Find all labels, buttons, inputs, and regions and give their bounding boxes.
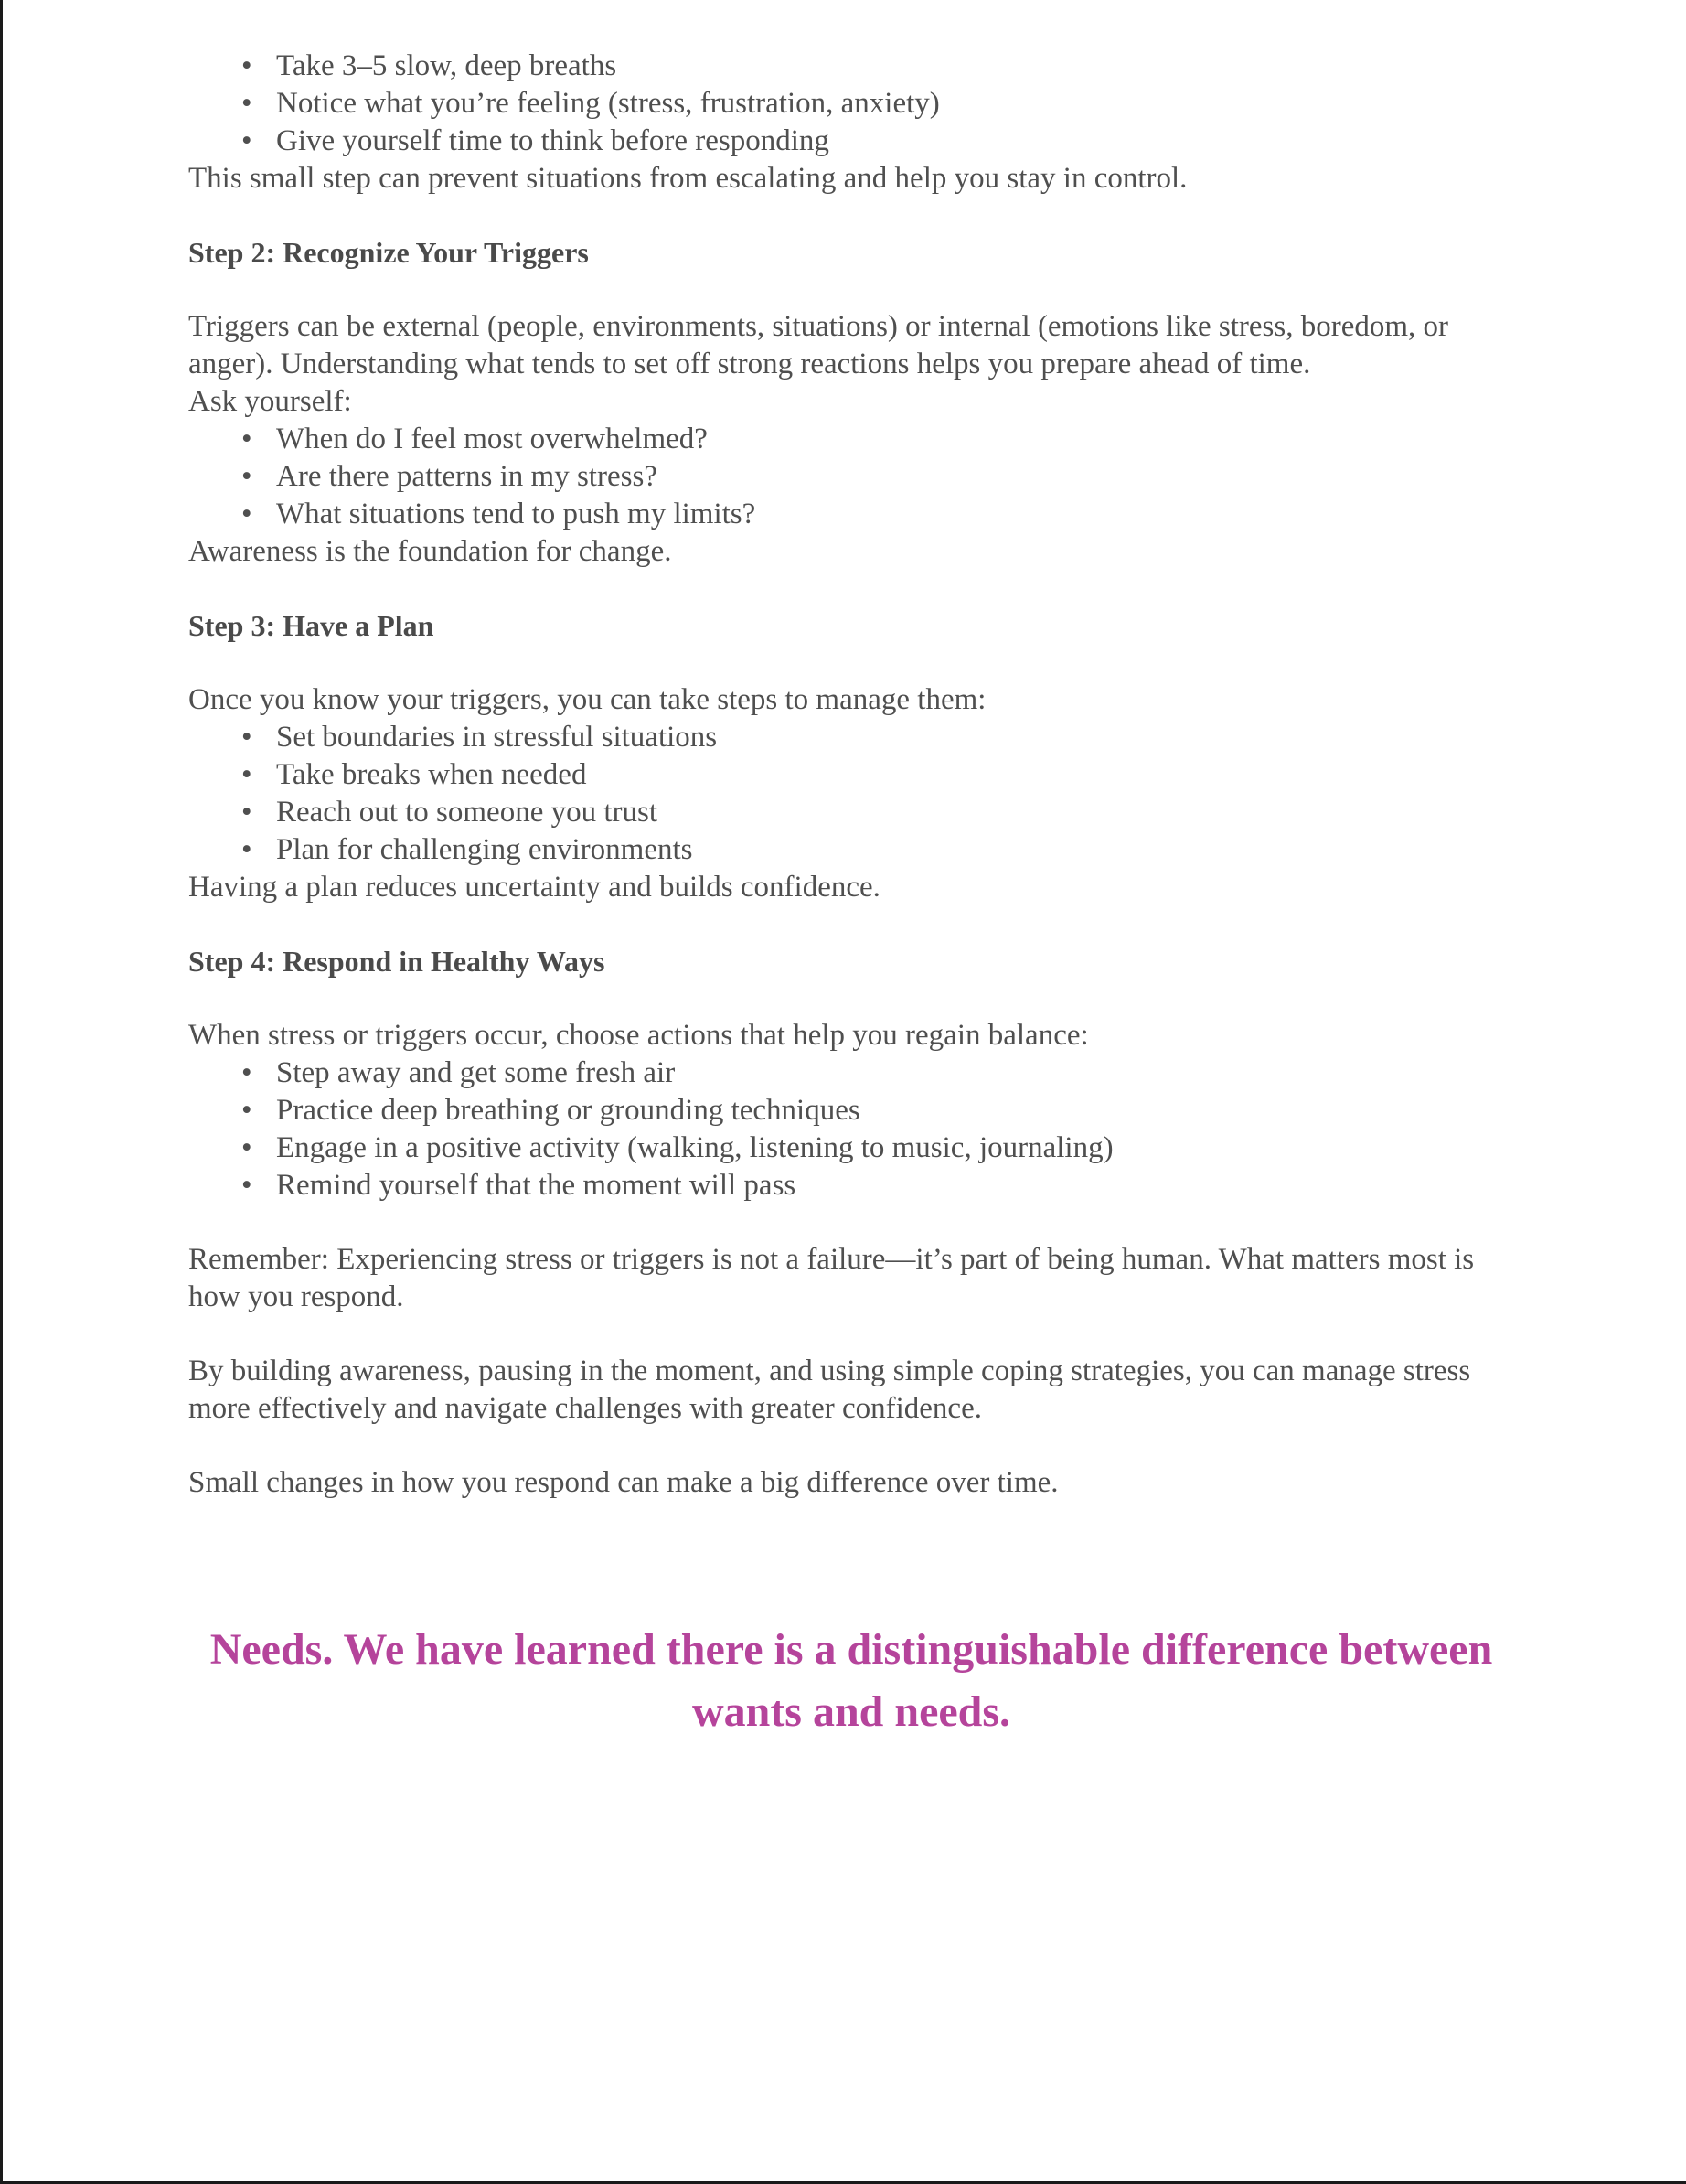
list-item bbox=[188, 756, 1514, 794]
step3-heading: Step 3: Have a Plan bbox=[188, 609, 434, 642]
spacer bbox=[188, 1428, 1514, 1464]
bullet-icon: • bbox=[241, 1056, 252, 1089]
list-item bbox=[188, 1055, 1514, 1092]
step3-closing-paragraph: Having a plan reduces uncertainty and builds confidence. bbox=[188, 871, 880, 904]
list-item-text: Remind yourself that the moment will pass bbox=[276, 1169, 796, 1202]
list-item-text: When do I feel most overwhelmed? bbox=[276, 423, 708, 455]
step3-body-paragraph: Once you know your triggers, you can take steps to manage them: bbox=[188, 683, 987, 716]
list-item-text: Set boundaries in stressful situations bbox=[276, 721, 718, 754]
bullet-icon: • bbox=[241, 124, 252, 157]
list-item-text: Take breaks when needed bbox=[276, 758, 587, 791]
document-body bbox=[188, 48, 1514, 1502]
step2-closing-paragraph: Awareness is the foundation for change. bbox=[188, 535, 672, 568]
spacer bbox=[188, 1316, 1514, 1353]
spacer bbox=[188, 1204, 1514, 1241]
step2-body-paragraph: Triggers can be external (people, environments, situations) or internal (emotions like stress, boredom, or anger). Understanding what tends to set off strong reactions helps you prepare ahead of time. bbox=[188, 310, 1449, 380]
bullet-icon: • bbox=[241, 460, 252, 493]
list-item-text: Take 3–5 slow, deep breaths bbox=[276, 49, 617, 82]
summary-paragraph: By building awareness, pausing in the moment, and using simple coping strategies, you can manage stress more effectively and navigate challenges with greater confidence. bbox=[188, 1354, 1471, 1425]
intro-closing-paragraph: This small step can prevent situations from escalating and help you stay in control. bbox=[188, 162, 1188, 195]
step4-body-paragraph: When stress or triggers occur, choose actions that help you regain balance: bbox=[188, 1019, 1089, 1052]
list-item-text: Notice what you’re feeling (stress, frustration, anxiety) bbox=[276, 87, 940, 120]
bullet-icon: • bbox=[241, 758, 252, 791]
bullet-icon: • bbox=[241, 721, 252, 754]
final-paragraph: Small changes in how you respond can make a big difference over time. bbox=[188, 1466, 1059, 1499]
bullet-icon: • bbox=[241, 423, 252, 455]
list-item-text: Practice deep breathing or grounding techniques bbox=[276, 1094, 860, 1127]
spacer bbox=[188, 272, 1514, 308]
list-item-text: Are there patterns in my stress? bbox=[276, 460, 657, 493]
step4-heading: Step 4: Respond in Healthy Ways bbox=[188, 945, 605, 978]
bullet-icon: • bbox=[241, 833, 252, 866]
bullet-icon: • bbox=[241, 1094, 252, 1127]
list-item-text: Step away and get some fresh air bbox=[276, 1056, 676, 1089]
list-item bbox=[188, 85, 1514, 123]
list-item bbox=[188, 831, 1514, 869]
list-item bbox=[188, 1167, 1514, 1204]
list-item bbox=[188, 123, 1514, 160]
list-item-text: Give yourself time to think before responding bbox=[276, 124, 829, 157]
bullet-icon: • bbox=[241, 1169, 252, 1202]
list-item bbox=[188, 1129, 1514, 1167]
bullet-icon: • bbox=[241, 498, 252, 530]
bullet-icon: • bbox=[241, 49, 252, 82]
spacer bbox=[188, 980, 1514, 1017]
spacer bbox=[188, 571, 1514, 607]
list-item bbox=[188, 1092, 1514, 1129]
step2-heading: Step 2: Recognize Your Triggers bbox=[188, 236, 589, 269]
list-item-text: What situations tend to push my limits? bbox=[276, 498, 756, 530]
list-item-text: Reach out to someone you trust bbox=[276, 796, 658, 829]
step3-bullet-list bbox=[188, 719, 1514, 869]
list-item bbox=[188, 496, 1514, 533]
step4-bullet-list bbox=[188, 1055, 1514, 1204]
step2-prompt: Ask yourself: bbox=[188, 385, 352, 418]
spacer bbox=[188, 198, 1514, 234]
spacer bbox=[188, 645, 1514, 681]
list-item-text: Plan for challenging environments bbox=[276, 833, 693, 866]
remember-paragraph: Remember: Experiencing stress or triggers is not a failure—it’s part of being human. What matters most is how you respond. bbox=[188, 1243, 1475, 1313]
list-item-text: Engage in a positive activity (walking, listening to music, journaling) bbox=[276, 1131, 1114, 1164]
list-item bbox=[188, 48, 1514, 85]
list-item bbox=[188, 794, 1514, 831]
bullet-icon: • bbox=[241, 87, 252, 120]
intro-bullet-list bbox=[188, 48, 1514, 160]
spacer bbox=[188, 906, 1514, 943]
needs-callout-heading: Needs. We have learned there is a distinguishable difference between wants and needs. bbox=[209, 1625, 1493, 1736]
bullet-icon: • bbox=[241, 796, 252, 829]
bullet-icon: • bbox=[241, 1131, 252, 1164]
list-item bbox=[188, 719, 1514, 756]
step2-bullet-list bbox=[188, 421, 1514, 533]
list-item bbox=[188, 421, 1514, 458]
list-item bbox=[188, 458, 1514, 496]
